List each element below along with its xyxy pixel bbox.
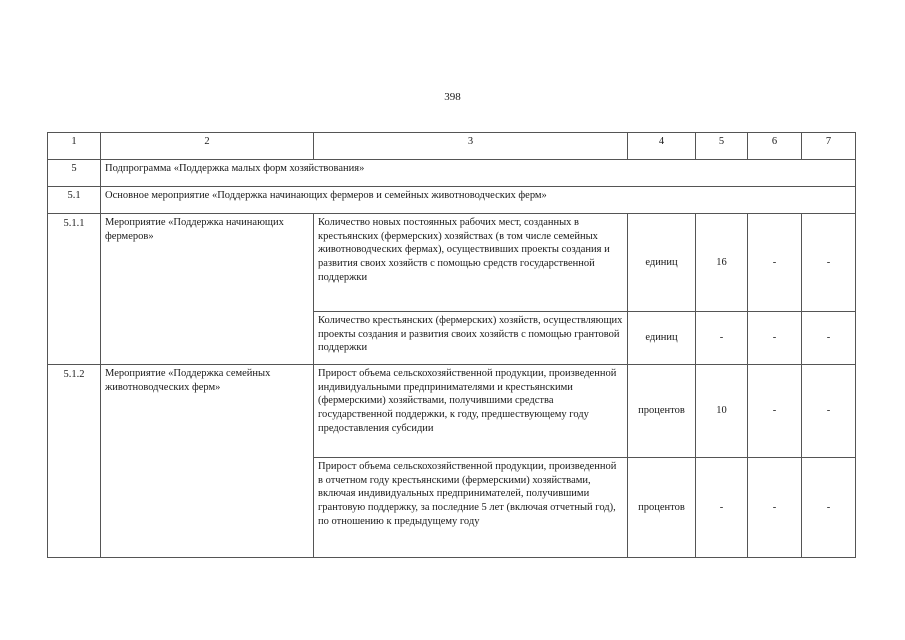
main-activity-title: Основное мероприятие «Поддержка начинающих фермеров и семейных животноводческих ферм»: [101, 187, 856, 214]
subprogram-code: 5: [48, 160, 101, 187]
activity-code: 5.1.1: [48, 214, 101, 365]
activity-name: Мероприятие «Поддержка семейных животноводческих ферм»: [101, 365, 314, 558]
indicator-col5: 16: [696, 214, 748, 312]
indicator-col5: -: [696, 458, 748, 558]
table-row: [48, 365, 856, 458]
column-header: 6: [748, 133, 802, 160]
indicator-col6: -: [748, 214, 802, 312]
indicator-col7: -: [802, 458, 856, 558]
subprogram-row: [48, 160, 856, 187]
indicator-text: Количество крестьянских (фермерских) хозяйств, осуществляющих проекты создания и развития своих хозяйств с помощью грантовой поддержки: [314, 312, 628, 365]
main-activity-row: [48, 187, 856, 214]
indicator-unit: единиц: [628, 214, 696, 312]
column-header: 1: [48, 133, 101, 160]
activity-name: Мероприятие «Поддержка начинающих фермеров»: [101, 214, 314, 365]
indicator-col6: -: [748, 312, 802, 365]
indicator-col7: -: [802, 312, 856, 365]
column-header: 3: [314, 133, 628, 160]
indicator-col5: 10: [696, 365, 748, 458]
table-row: [48, 214, 856, 312]
column-header: 2: [101, 133, 314, 160]
indicator-text: Прирост объема сельскохозяйственной продукции, произведенной в отчетном году крестьянскими (фермерскими) хозяйствами, включая индивидуальных предпринимателей, получившими грантовую поддержку, за последние 5 лет (включая отчетный год), по отношению к предыдущему году: [314, 458, 628, 558]
indicator-col6: -: [748, 365, 802, 458]
indicator-col5: -: [696, 312, 748, 365]
indicator-col7: -: [802, 365, 856, 458]
indicator-unit: процентов: [628, 458, 696, 558]
indicator-text: Прирост объема сельскохозяйственной продукции, произведенной индивидуальными предпринимателями и крестьянскими (фермерскими) хозяйствами, получившими средства государственной поддержки, к году, предшествующему году предоставления субсидии: [314, 365, 628, 458]
indicator-col6: -: [748, 458, 802, 558]
main-activity-code: 5.1: [48, 187, 101, 214]
column-header: 5: [696, 133, 748, 160]
indicator-text: Количество новых постоянных рабочих мест, созданных в крестьянских (фермерских) хозяйствах (в том числе семейных животноводческих фермах), осуществивших проекты создания и развития своих хозяйств с помощью средств государственной поддержки: [314, 214, 628, 312]
page-number: 398: [444, 91, 461, 103]
indicators-table: [47, 132, 856, 558]
indicator-unit: процентов: [628, 365, 696, 458]
column-header: 4: [628, 133, 696, 160]
column-header: 7: [802, 133, 856, 160]
indicator-unit: единиц: [628, 312, 696, 365]
subprogram-title: Подпрограмма «Поддержка малых форм хозяйствования»: [101, 160, 856, 187]
column-header-row: [48, 133, 856, 160]
indicator-col7: -: [802, 214, 856, 312]
activity-code: 5.1.2: [48, 365, 101, 558]
